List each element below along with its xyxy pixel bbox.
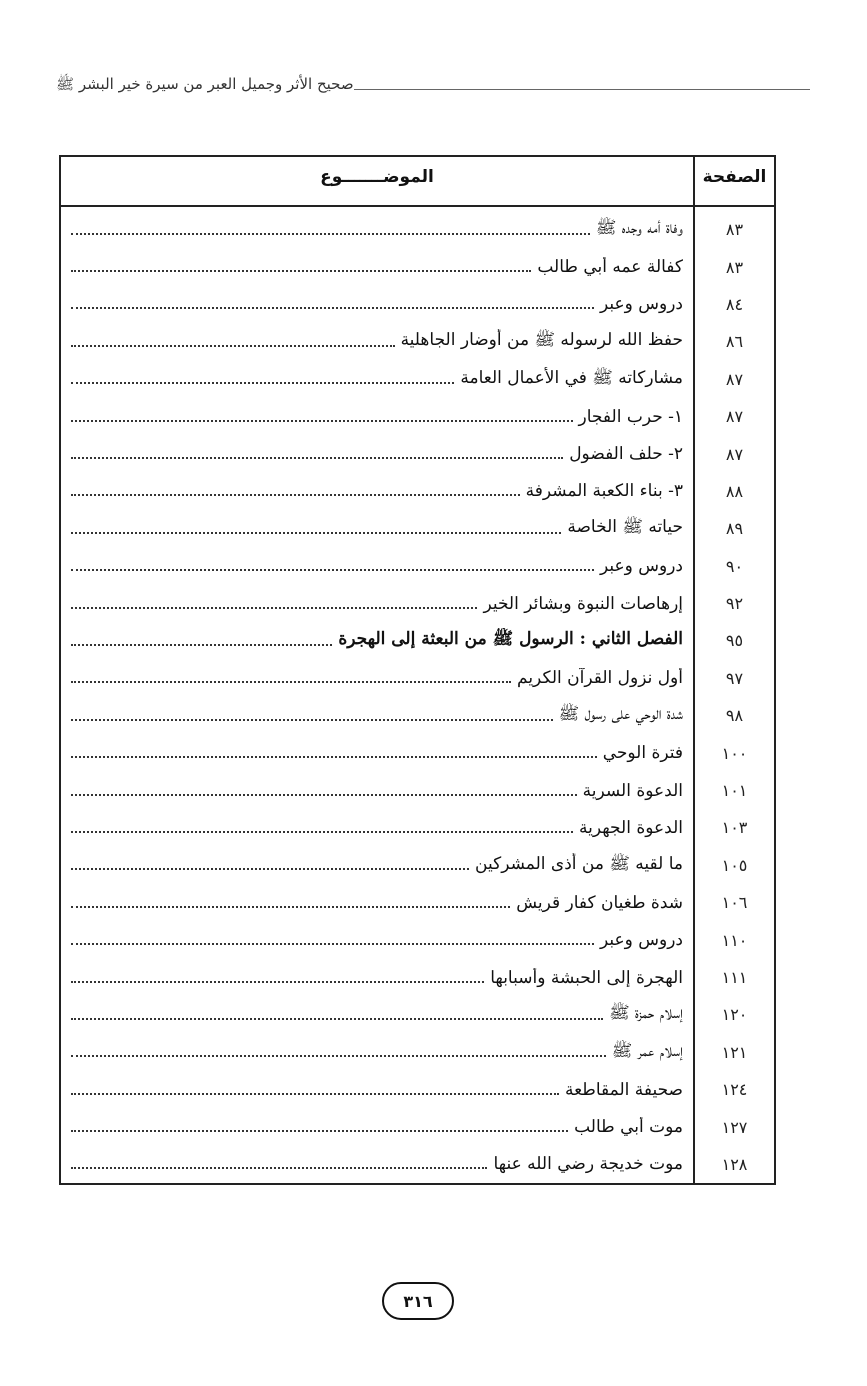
row-topic (61, 1040, 695, 1065)
row-topic-text: مشاركاته ﷺ في الأعمال العامة (460, 367, 683, 388)
table-row (61, 697, 774, 734)
page-number: ٣١٦ (382, 1282, 454, 1320)
table-row (61, 847, 774, 884)
row-page-number: ١٢١ (721, 1042, 748, 1062)
dot-leader (71, 681, 511, 683)
row-topic (61, 703, 695, 728)
row-topic (61, 257, 695, 277)
dot-leader (71, 494, 520, 496)
row-topic-text: صحيفة المقاطعة (564, 1079, 683, 1100)
row-topic-text: موت أبي طالب (574, 1117, 683, 1138)
running-head-rule (354, 89, 810, 90)
row-page-number: ٨٧ (725, 407, 744, 427)
row-page-number: ٩٥ (725, 631, 744, 651)
row-topic (61, 594, 695, 614)
row-topic-text: ١- حرب الفجار (578, 406, 683, 427)
toc-rows (61, 211, 774, 1183)
row-page-number: ٨٦ (725, 332, 744, 352)
table-row (61, 996, 774, 1033)
table-row (61, 884, 774, 921)
table-row (61, 323, 774, 360)
table-row (61, 1146, 774, 1183)
table-row (61, 286, 774, 323)
dot-leader (71, 233, 590, 235)
row-page-number: ١١١ (721, 968, 748, 987)
row-topic (61, 743, 695, 763)
row-topic-text: إسلام حمزة ﷺ (609, 1003, 683, 1024)
row-page-number: ٨٤ (725, 294, 744, 314)
row-page-number: ١٠٥ (721, 855, 748, 875)
table-row (61, 921, 774, 958)
row-page-number: ٩٠ (725, 556, 744, 576)
row-topic-text: دروس وعبر (599, 556, 683, 577)
row-page-number: ٩٧ (725, 668, 744, 688)
row-topic-text: فترة الوحي (602, 743, 683, 764)
table-row (61, 510, 774, 547)
row-page-number: ١٢٠ (721, 1005, 748, 1025)
dot-leader (71, 532, 561, 534)
row-topic-text: ٣- بناء الكعبة المشرفة (525, 481, 683, 502)
table-row (61, 622, 774, 659)
table-row (61, 660, 774, 697)
table-row (61, 809, 774, 846)
table-row (61, 361, 774, 398)
running-head-title: صحيح الأثر وجميل العبر من سيرة خير البشر ﷺ (56, 75, 354, 93)
row-topic (61, 818, 695, 838)
running-head (48, 72, 810, 100)
row-topic (61, 1117, 695, 1137)
table-row (61, 473, 774, 510)
row-topic (61, 781, 695, 801)
row-page-number: ١٢٨ (721, 1154, 748, 1174)
row-topic (61, 968, 695, 988)
row-topic-text: ما لقيه ﷺ من أذى المشركين (475, 853, 683, 874)
row-topic (61, 516, 695, 541)
row-topic (61, 628, 695, 653)
dot-leader (71, 1055, 606, 1057)
row-page-number: ١٢٤ (721, 1080, 748, 1100)
table-row (61, 548, 774, 585)
row-topic (61, 1002, 695, 1027)
row-page-number: ١٢٧ (721, 1117, 748, 1137)
row-topic (61, 556, 695, 576)
header-rule (61, 205, 774, 207)
row-page-number: ١٠١ (721, 781, 748, 801)
dot-leader (71, 1018, 603, 1020)
row-topic-text: الهجرة إلى الحبشة وأسبابها (490, 967, 683, 988)
row-topic-text: دروس وعبر (599, 930, 683, 951)
dot-leader (71, 981, 484, 983)
table-row (61, 959, 774, 996)
dot-leader (71, 719, 553, 721)
dot-leader (71, 868, 469, 870)
table-row (61, 1108, 774, 1145)
row-topic-text: إرهاصات النبوة وبشائر الخير (483, 593, 683, 614)
row-topic-text: موت خديجة رضي الله عنها (493, 1154, 683, 1175)
row-page-number: ٩٢ (725, 594, 744, 614)
row-topic-text: الدعوة السرية (582, 780, 683, 801)
row-page-number: ١٠٣ (721, 818, 748, 838)
row-page-number: ١١٠ (721, 930, 748, 950)
table-row (61, 734, 774, 771)
row-topic (61, 329, 695, 354)
dot-leader (71, 382, 454, 384)
row-page-number: ٨٧ (725, 444, 744, 464)
row-topic-text: أول نزول القرآن الكريم (517, 668, 683, 689)
row-topic-text: وفاة أمه وجده ﷺ (595, 218, 683, 239)
row-topic-text: الفصل الثاني : الرسول ﷺ من البعثة إلى الهجرة (338, 629, 683, 650)
row-page-number: ٨٨ (725, 481, 744, 501)
row-topic (61, 367, 695, 392)
dot-leader (71, 607, 477, 609)
dot-leader (71, 270, 531, 272)
row-page-number: ١٠٠ (721, 743, 748, 763)
row-topic (61, 1154, 695, 1174)
dot-leader (71, 345, 395, 347)
row-topic (61, 853, 695, 878)
dot-leader (71, 1167, 487, 1169)
table-of-contents (59, 155, 776, 1185)
row-topic (61, 1080, 695, 1100)
row-topic (61, 294, 695, 314)
table-row (61, 772, 774, 809)
table-row (61, 248, 774, 285)
page-column-header: الصفحة (702, 167, 767, 187)
dot-leader (71, 307, 594, 309)
dot-leader (71, 906, 510, 908)
row-topic (61, 668, 695, 688)
table-row (61, 398, 774, 435)
dot-leader (71, 943, 594, 945)
table-row (61, 435, 774, 472)
dot-leader (71, 1093, 559, 1095)
row-topic-text: إسلام عمر ﷺ (611, 1040, 683, 1061)
dot-leader (71, 457, 563, 459)
table-row (61, 1034, 774, 1071)
row-topic-text: حياته ﷺ الخاصة (567, 517, 683, 538)
dot-leader (71, 756, 597, 758)
row-topic (61, 930, 695, 950)
row-topic-text: ٢- حلف الفضول (569, 444, 683, 465)
row-topic (61, 444, 695, 464)
dot-leader (71, 644, 332, 646)
row-topic-text: شدة طغيان كفار قريش (516, 892, 683, 913)
dot-leader (71, 831, 573, 833)
dot-leader (71, 1130, 568, 1132)
row-topic (61, 217, 695, 242)
row-topic (61, 481, 695, 501)
table-row (61, 211, 774, 248)
row-topic-text: دروس وعبر (599, 294, 683, 315)
table-row (61, 585, 774, 622)
row-page-number: ٨٣ (725, 220, 744, 240)
row-topic-text: حفظ الله لرسوله ﷺ من أوضار الجاهلية (400, 330, 683, 351)
dot-leader (71, 794, 577, 796)
dot-leader (71, 420, 573, 422)
row-page-number: ٩٨ (725, 706, 744, 726)
row-topic-text: الدعوة الجهرية (578, 817, 683, 838)
dot-leader (71, 569, 594, 571)
row-topic-text: كفالة عمه أبي طالب (537, 257, 683, 278)
row-page-number: ٨٧ (725, 369, 744, 389)
row-page-number: ٨٩ (725, 519, 744, 539)
row-page-number: ١٠٦ (721, 893, 748, 913)
row-page-number: ٨٣ (725, 257, 744, 277)
table-row (61, 1071, 774, 1108)
topic-column-header: الموضـــــــوع (320, 167, 434, 187)
row-topic (61, 893, 695, 913)
row-topic-text: شدة الوحي على رسول ﷺ (558, 704, 683, 725)
row-topic (61, 407, 695, 427)
